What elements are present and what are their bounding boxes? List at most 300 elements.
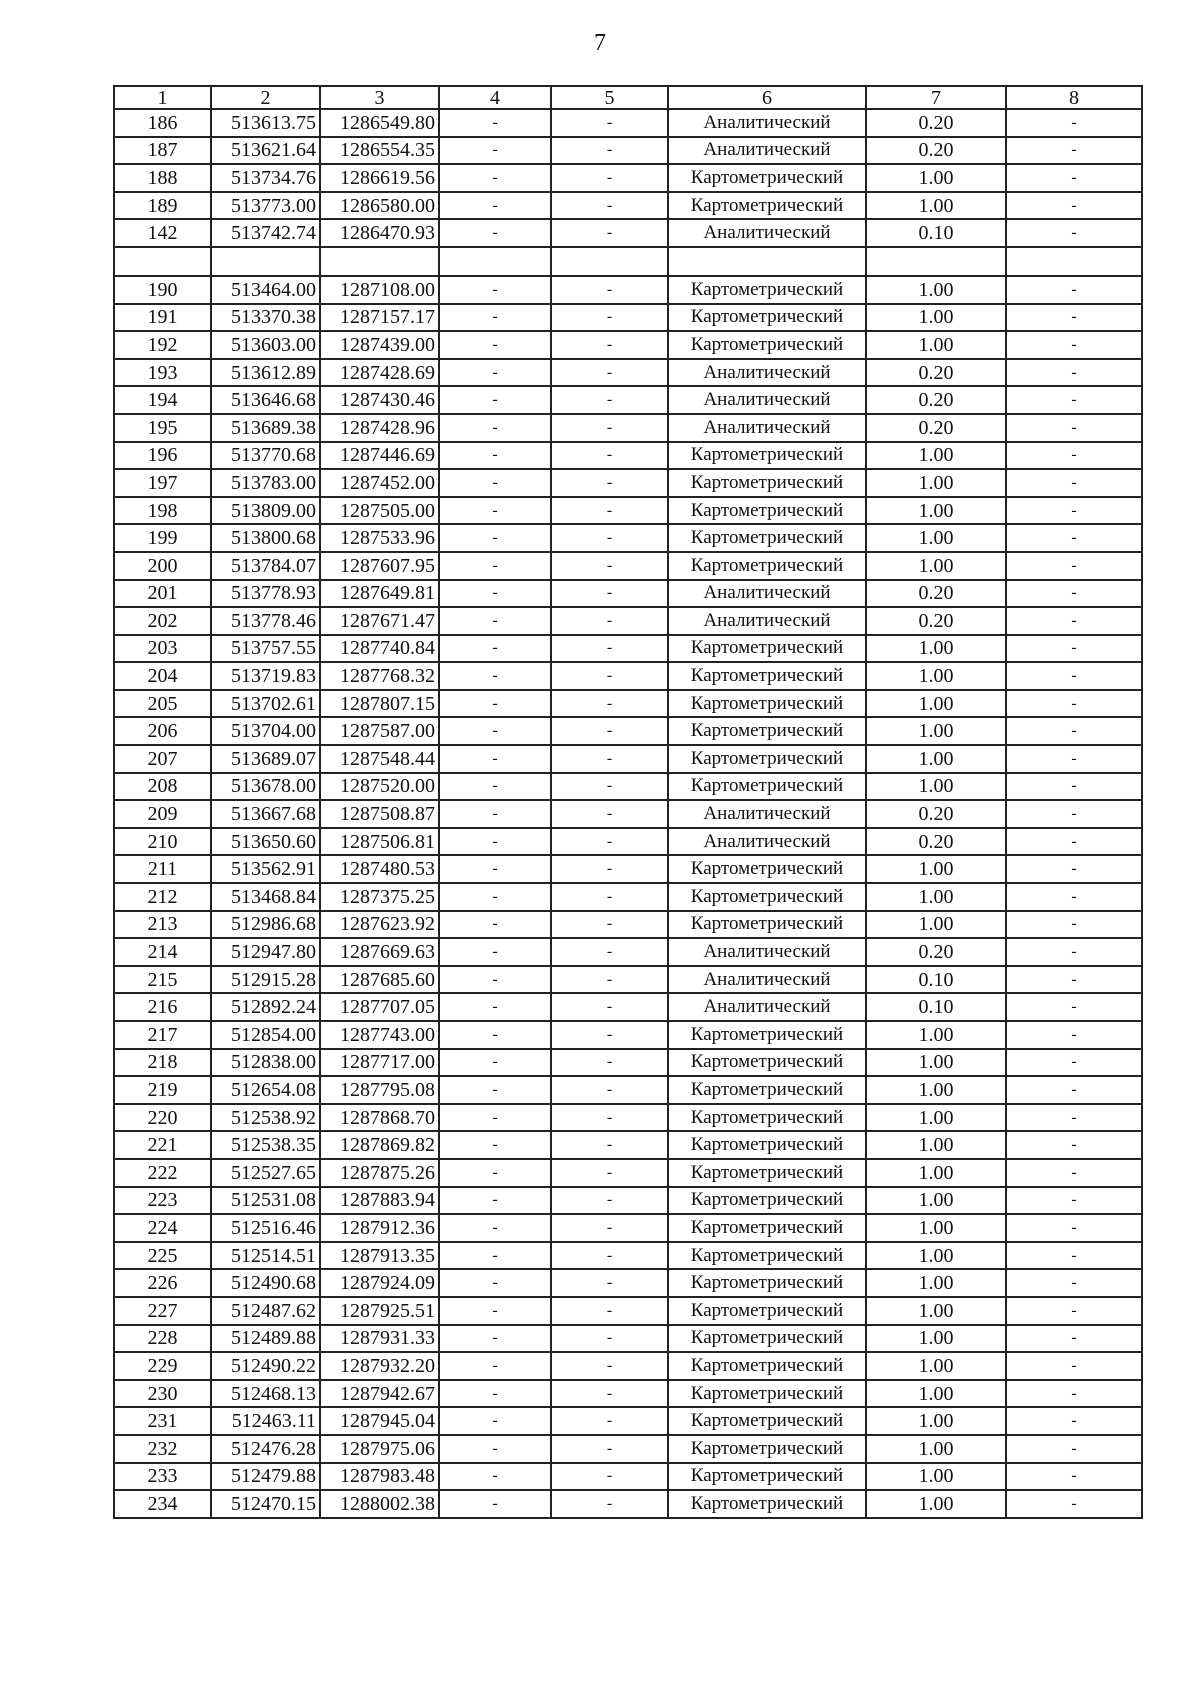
- x-coordinate-cell: 512654.08: [211, 1076, 320, 1104]
- y-coordinate-cell: 1287587.00: [320, 717, 439, 745]
- col8-cell: -: [1006, 1297, 1142, 1325]
- accuracy-cell: 1.00: [866, 1407, 1006, 1435]
- point-number-cell: 207: [114, 745, 211, 773]
- accuracy-cell: 0.20: [866, 414, 1006, 442]
- table-row: [114, 717, 1142, 745]
- x-coordinate-cell: 513464.00: [211, 276, 320, 304]
- x-coordinate-cell: 512463.11: [211, 1407, 320, 1435]
- col4-cell: -: [439, 855, 551, 883]
- point-number-cell: 225: [114, 1242, 211, 1270]
- accuracy-cell: 1.00: [866, 304, 1006, 332]
- col5-cell: -: [551, 1049, 668, 1077]
- y-coordinate-cell: 1287375.25: [320, 883, 439, 911]
- point-number-cell: 205: [114, 690, 211, 718]
- x-coordinate-cell: 512490.22: [211, 1352, 320, 1380]
- coordinates-table: [113, 85, 1143, 1519]
- point-number-cell: 216: [114, 993, 211, 1021]
- x-coordinate-cell: 512479.88: [211, 1463, 320, 1491]
- point-number-cell: 221: [114, 1131, 211, 1159]
- point-number-cell: 229: [114, 1352, 211, 1380]
- col5-cell: -: [551, 883, 668, 911]
- col4-cell: -: [439, 911, 551, 939]
- table-row: [114, 109, 1142, 137]
- y-coordinate-cell: 1287913.35: [320, 1242, 439, 1270]
- accuracy-cell: 1.00: [866, 331, 1006, 359]
- col4-cell: [439, 247, 551, 276]
- method-cell: Картометрический: [668, 1352, 866, 1380]
- table-row: [114, 414, 1142, 442]
- method-cell: Картометрический: [668, 331, 866, 359]
- y-coordinate-cell: 1287505.00: [320, 497, 439, 525]
- point-number-cell: 228: [114, 1325, 211, 1353]
- method-cell: Аналитический: [668, 938, 866, 966]
- table-row: [114, 745, 1142, 773]
- accuracy-cell: 1.00: [866, 164, 1006, 192]
- table-row: [114, 219, 1142, 247]
- point-number-cell: 195: [114, 414, 211, 442]
- x-coordinate-cell: 513719.83: [211, 662, 320, 690]
- x-coordinate-cell: 512527.65: [211, 1159, 320, 1187]
- x-coordinate-cell: 512489.88: [211, 1325, 320, 1353]
- col8-cell: -: [1006, 192, 1142, 220]
- accuracy-cell: 1.00: [866, 442, 1006, 470]
- point-number-cell: 188: [114, 164, 211, 192]
- x-coordinate-cell: 512538.35: [211, 1131, 320, 1159]
- col5-cell: -: [551, 1463, 668, 1491]
- point-number-cell: 209: [114, 800, 211, 828]
- method-cell: Картометрический: [668, 1187, 866, 1215]
- y-coordinate-cell: 1287717.00: [320, 1049, 439, 1077]
- method-cell: Картометрический: [668, 1131, 866, 1159]
- col5-cell: -: [551, 304, 668, 332]
- x-coordinate-cell: 513784.07: [211, 552, 320, 580]
- method-cell: Картометрический: [668, 276, 866, 304]
- x-coordinate-cell: 513646.68: [211, 386, 320, 414]
- column-header: 8: [1006, 86, 1142, 109]
- col8-cell: -: [1006, 1352, 1142, 1380]
- point-number-cell: 198: [114, 497, 211, 525]
- method-cell: Картометрический: [668, 1435, 866, 1463]
- method-cell: Аналитический: [668, 800, 866, 828]
- y-coordinate-cell: 1287931.33: [320, 1325, 439, 1353]
- y-coordinate-cell: 1287428.96: [320, 414, 439, 442]
- column-header: 2: [211, 86, 320, 109]
- accuracy-cell: 1.00: [866, 717, 1006, 745]
- col4-cell: -: [439, 164, 551, 192]
- col4-cell: -: [439, 773, 551, 801]
- col5-cell: -: [551, 773, 668, 801]
- x-coordinate-cell: 512468.13: [211, 1380, 320, 1408]
- x-coordinate-cell: 513778.46: [211, 607, 320, 635]
- col5-cell: -: [551, 690, 668, 718]
- col5-cell: -: [551, 1297, 668, 1325]
- col5-cell: -: [551, 800, 668, 828]
- col8-cell: -: [1006, 800, 1142, 828]
- accuracy-cell: 1.00: [866, 469, 1006, 497]
- table-row: [114, 1490, 1142, 1518]
- method-cell: Картометрический: [668, 635, 866, 663]
- col5-cell: -: [551, 1490, 668, 1518]
- col5-cell: -: [551, 966, 668, 994]
- point-number-cell: 227: [114, 1297, 211, 1325]
- col4-cell: -: [439, 938, 551, 966]
- col4-cell: -: [439, 524, 551, 552]
- col5-cell: -: [551, 1076, 668, 1104]
- col5-cell: -: [551, 828, 668, 856]
- table-row: [114, 276, 1142, 304]
- method-cell: Аналитический: [668, 219, 866, 247]
- point-number-cell: 223: [114, 1187, 211, 1215]
- point-number-cell: 193: [114, 359, 211, 387]
- col5-cell: -: [551, 164, 668, 192]
- col8-cell: -: [1006, 580, 1142, 608]
- table-row: [114, 690, 1142, 718]
- col4-cell: -: [439, 635, 551, 663]
- table-row: [114, 1104, 1142, 1132]
- x-coordinate-cell: 513809.00: [211, 497, 320, 525]
- col8-cell: -: [1006, 993, 1142, 1021]
- accuracy-cell: 0.20: [866, 359, 1006, 387]
- y-coordinate-cell: 1287983.48: [320, 1463, 439, 1491]
- table-body: [114, 86, 1142, 1518]
- table-row: [114, 469, 1142, 497]
- method-cell: [668, 247, 866, 276]
- x-coordinate-cell: 513689.07: [211, 745, 320, 773]
- col4-cell: -: [439, 497, 551, 525]
- y-coordinate-cell: 1287685.60: [320, 966, 439, 994]
- col8-cell: -: [1006, 690, 1142, 718]
- method-cell: Аналитический: [668, 828, 866, 856]
- col8-cell: -: [1006, 1380, 1142, 1408]
- x-coordinate-cell: 513773.00: [211, 192, 320, 220]
- y-coordinate-cell: 1287945.04: [320, 1407, 439, 1435]
- y-coordinate-cell: 1286619.56: [320, 164, 439, 192]
- col8-cell: -: [1006, 1187, 1142, 1215]
- y-coordinate-cell: 1287607.95: [320, 552, 439, 580]
- col5-cell: -: [551, 1187, 668, 1215]
- y-coordinate-cell: 1287480.53: [320, 855, 439, 883]
- col8-cell: -: [1006, 1076, 1142, 1104]
- method-cell: Картометрический: [668, 1242, 866, 1270]
- method-cell: Картометрический: [668, 192, 866, 220]
- col5-cell: [551, 247, 668, 276]
- accuracy-cell: 1.00: [866, 1159, 1006, 1187]
- col4-cell: -: [439, 690, 551, 718]
- point-number-cell: [114, 247, 211, 276]
- col4-cell: -: [439, 580, 551, 608]
- method-cell: Картометрический: [668, 497, 866, 525]
- col4-cell: -: [439, 1049, 551, 1077]
- table-row: [114, 247, 1142, 276]
- col5-cell: -: [551, 276, 668, 304]
- x-coordinate-cell: 512476.28: [211, 1435, 320, 1463]
- col4-cell: -: [439, 442, 551, 470]
- col4-cell: -: [439, 745, 551, 773]
- col4-cell: -: [439, 1435, 551, 1463]
- point-number-cell: 142: [114, 219, 211, 247]
- accuracy-cell: 0.10: [866, 966, 1006, 994]
- col5-cell: -: [551, 359, 668, 387]
- col5-cell: -: [551, 192, 668, 220]
- method-cell: Картометрический: [668, 469, 866, 497]
- y-coordinate-cell: 1287975.06: [320, 1435, 439, 1463]
- accuracy-cell: 0.10: [866, 219, 1006, 247]
- col5-cell: -: [551, 1131, 668, 1159]
- col8-cell: -: [1006, 1325, 1142, 1353]
- y-coordinate-cell: 1287768.32: [320, 662, 439, 690]
- y-coordinate-cell: 1287707.05: [320, 993, 439, 1021]
- col5-cell: -: [551, 580, 668, 608]
- col5-cell: -: [551, 938, 668, 966]
- method-cell: Картометрический: [668, 1049, 866, 1077]
- col4-cell: -: [439, 109, 551, 137]
- table-row: [114, 1463, 1142, 1491]
- col8-cell: -: [1006, 359, 1142, 387]
- col8-cell: -: [1006, 386, 1142, 414]
- y-coordinate-cell: 1287649.81: [320, 580, 439, 608]
- col4-cell: -: [439, 1076, 551, 1104]
- col8-cell: -: [1006, 497, 1142, 525]
- col4-cell: -: [439, 1131, 551, 1159]
- table-row: [114, 1325, 1142, 1353]
- y-coordinate-cell: 1287430.46: [320, 386, 439, 414]
- col8-cell: -: [1006, 331, 1142, 359]
- method-cell: Аналитический: [668, 109, 866, 137]
- col4-cell: -: [439, 276, 551, 304]
- x-coordinate-cell: 513742.74: [211, 219, 320, 247]
- table-row: [114, 524, 1142, 552]
- accuracy-cell: 1.00: [866, 1380, 1006, 1408]
- x-coordinate-cell: 512531.08: [211, 1187, 320, 1215]
- col5-cell: -: [551, 717, 668, 745]
- point-number-cell: 214: [114, 938, 211, 966]
- col8-cell: -: [1006, 304, 1142, 332]
- y-coordinate-cell: 1287520.00: [320, 773, 439, 801]
- table-row: [114, 800, 1142, 828]
- col5-cell: -: [551, 469, 668, 497]
- col4-cell: -: [439, 993, 551, 1021]
- method-cell: Картометрический: [668, 911, 866, 939]
- page-number: 7: [594, 30, 606, 56]
- col4-cell: -: [439, 331, 551, 359]
- point-number-cell: 232: [114, 1435, 211, 1463]
- col4-cell: -: [439, 219, 551, 247]
- x-coordinate-cell: 513702.61: [211, 690, 320, 718]
- point-number-cell: 212: [114, 883, 211, 911]
- y-coordinate-cell: 1287740.84: [320, 635, 439, 663]
- table-row: [114, 993, 1142, 1021]
- table-row: [114, 1407, 1142, 1435]
- y-coordinate-cell: 1287108.00: [320, 276, 439, 304]
- method-cell: Картометрический: [668, 1407, 866, 1435]
- x-coordinate-cell: 513783.00: [211, 469, 320, 497]
- col4-cell: -: [439, 607, 551, 635]
- method-cell: Картометрический: [668, 662, 866, 690]
- method-cell: Картометрический: [668, 164, 866, 192]
- col5-cell: -: [551, 1242, 668, 1270]
- table-row: [114, 883, 1142, 911]
- point-number-cell: 220: [114, 1104, 211, 1132]
- col8-cell: -: [1006, 1049, 1142, 1077]
- method-cell: Картометрический: [668, 1104, 866, 1132]
- col8-cell: -: [1006, 219, 1142, 247]
- col4-cell: -: [439, 1463, 551, 1491]
- accuracy-cell: 0.20: [866, 109, 1006, 137]
- accuracy-cell: 1.00: [866, 883, 1006, 911]
- x-coordinate-cell: 513800.68: [211, 524, 320, 552]
- col4-cell: -: [439, 469, 551, 497]
- point-number-cell: 211: [114, 855, 211, 883]
- x-coordinate-cell: 512838.00: [211, 1049, 320, 1077]
- table-row: [114, 1076, 1142, 1104]
- y-coordinate-cell: 1286580.00: [320, 192, 439, 220]
- col4-cell: -: [439, 1021, 551, 1049]
- point-number-cell: 213: [114, 911, 211, 939]
- col4-cell: -: [439, 1380, 551, 1408]
- column-header: 4: [439, 86, 551, 109]
- method-cell: Аналитический: [668, 993, 866, 1021]
- point-number-cell: 218: [114, 1049, 211, 1077]
- col8-cell: -: [1006, 1104, 1142, 1132]
- table-row: [114, 1435, 1142, 1463]
- y-coordinate-cell: 1287743.00: [320, 1021, 439, 1049]
- x-coordinate-cell: 513613.75: [211, 109, 320, 137]
- accuracy-cell: 1.00: [866, 1049, 1006, 1077]
- table-row: [114, 1021, 1142, 1049]
- col4-cell: -: [439, 1297, 551, 1325]
- point-number-cell: 208: [114, 773, 211, 801]
- col8-cell: -: [1006, 662, 1142, 690]
- y-coordinate-cell: 1287924.09: [320, 1269, 439, 1297]
- x-coordinate-cell: 513370.38: [211, 304, 320, 332]
- y-coordinate-cell: 1286549.80: [320, 109, 439, 137]
- accuracy-cell: 1.00: [866, 1297, 1006, 1325]
- y-coordinate-cell: 1287623.92: [320, 911, 439, 939]
- accuracy-cell: 0.10: [866, 993, 1006, 1021]
- col5-cell: -: [551, 1214, 668, 1242]
- accuracy-cell: 0.20: [866, 607, 1006, 635]
- accuracy-cell: 0.20: [866, 137, 1006, 165]
- method-cell: Картометрический: [668, 855, 866, 883]
- accuracy-cell: 1.00: [866, 745, 1006, 773]
- col8-cell: -: [1006, 524, 1142, 552]
- x-coordinate-cell: 512470.15: [211, 1490, 320, 1518]
- col8-cell: -: [1006, 1131, 1142, 1159]
- y-coordinate-cell: 1286554.35: [320, 137, 439, 165]
- col4-cell: -: [439, 1214, 551, 1242]
- x-coordinate-cell: 513734.76: [211, 164, 320, 192]
- x-coordinate-cell: 512854.00: [211, 1021, 320, 1049]
- y-coordinate-cell: 1287875.26: [320, 1159, 439, 1187]
- col4-cell: -: [439, 414, 551, 442]
- point-number-cell: 231: [114, 1407, 211, 1435]
- method-cell: Аналитический: [668, 966, 866, 994]
- accuracy-cell: 1.00: [866, 773, 1006, 801]
- col5-cell: -: [551, 1325, 668, 1353]
- x-coordinate-cell: 512947.80: [211, 938, 320, 966]
- x-coordinate-cell: 512516.46: [211, 1214, 320, 1242]
- method-cell: Картометрический: [668, 883, 866, 911]
- x-coordinate-cell: 513704.00: [211, 717, 320, 745]
- point-number-cell: 200: [114, 552, 211, 580]
- y-coordinate-cell: 1287439.00: [320, 331, 439, 359]
- x-coordinate-cell: [211, 247, 320, 276]
- method-cell: Картометрический: [668, 1325, 866, 1353]
- table-row: [114, 1159, 1142, 1187]
- col8-cell: -: [1006, 1242, 1142, 1270]
- accuracy-cell: 1.00: [866, 1187, 1006, 1215]
- point-number-cell: 201: [114, 580, 211, 608]
- col5-cell: -: [551, 745, 668, 773]
- x-coordinate-cell: 513612.89: [211, 359, 320, 387]
- col4-cell: -: [439, 883, 551, 911]
- y-coordinate-cell: 1287452.00: [320, 469, 439, 497]
- col4-cell: -: [439, 1490, 551, 1518]
- table-row: [114, 1352, 1142, 1380]
- accuracy-cell: 1.00: [866, 662, 1006, 690]
- y-coordinate-cell: 1287506.81: [320, 828, 439, 856]
- accuracy-cell: 1.00: [866, 1131, 1006, 1159]
- col8-cell: -: [1006, 469, 1142, 497]
- point-number-cell: 234: [114, 1490, 211, 1518]
- y-coordinate-cell: 1287508.87: [320, 800, 439, 828]
- method-cell: Картометрический: [668, 1297, 866, 1325]
- table-row: [114, 304, 1142, 332]
- accuracy-cell: 1.00: [866, 1242, 1006, 1270]
- col5-cell: -: [551, 855, 668, 883]
- accuracy-cell: 1.00: [866, 1435, 1006, 1463]
- method-cell: Картометрический: [668, 552, 866, 580]
- accuracy-cell: 1.00: [866, 192, 1006, 220]
- point-number-cell: 191: [114, 304, 211, 332]
- col4-cell: -: [439, 1269, 551, 1297]
- col5-cell: -: [551, 552, 668, 580]
- point-number-cell: 196: [114, 442, 211, 470]
- col4-cell: -: [439, 1242, 551, 1270]
- method-cell: Картометрический: [668, 1269, 866, 1297]
- table-row: [114, 662, 1142, 690]
- table-row: [114, 607, 1142, 635]
- col5-cell: -: [551, 386, 668, 414]
- table-row: [114, 1269, 1142, 1297]
- table-row: [114, 911, 1142, 939]
- col8-cell: -: [1006, 1269, 1142, 1297]
- col8-cell: -: [1006, 1463, 1142, 1491]
- y-coordinate-cell: 1287548.44: [320, 745, 439, 773]
- col4-cell: -: [439, 552, 551, 580]
- col8-cell: -: [1006, 635, 1142, 663]
- accuracy-cell: 1.00: [866, 911, 1006, 939]
- y-coordinate-cell: 1287428.69: [320, 359, 439, 387]
- col8-cell: -: [1006, 828, 1142, 856]
- col5-cell: -: [551, 1435, 668, 1463]
- x-coordinate-cell: 513757.55: [211, 635, 320, 663]
- col5-cell: -: [551, 993, 668, 1021]
- x-coordinate-cell: 513468.84: [211, 883, 320, 911]
- table-row: [114, 1131, 1142, 1159]
- col5-cell: -: [551, 497, 668, 525]
- col4-cell: -: [439, 662, 551, 690]
- col5-cell: -: [551, 414, 668, 442]
- point-number-cell: 204: [114, 662, 211, 690]
- method-cell: Аналитический: [668, 580, 866, 608]
- x-coordinate-cell: 512892.24: [211, 993, 320, 1021]
- accuracy-cell: 1.00: [866, 1325, 1006, 1353]
- point-number-cell: 202: [114, 607, 211, 635]
- table-row: [114, 773, 1142, 801]
- accuracy-cell: 1.00: [866, 1214, 1006, 1242]
- method-cell: Картометрический: [668, 1380, 866, 1408]
